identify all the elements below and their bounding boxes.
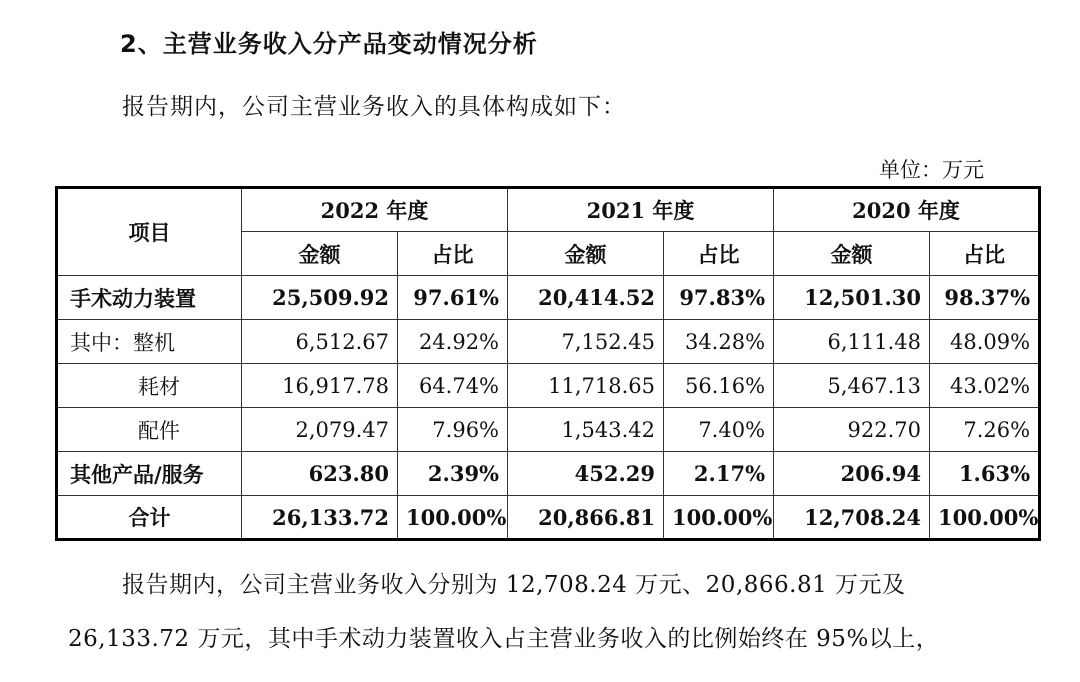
share-cell: 2.39% [398, 452, 508, 496]
amount-cell: 20,414.52 [508, 276, 664, 320]
share-cell: 64.74% [398, 364, 508, 408]
table-header-row-years [57, 188, 1040, 232]
row-label: 合计 [57, 496, 242, 540]
amount-cell: 623.80 [242, 452, 398, 496]
table-body [57, 276, 1040, 540]
amount-cell: 25,509.92 [242, 276, 398, 320]
share-cell: 1.63% [930, 452, 1040, 496]
amount-cell: 6,111.48 [774, 320, 930, 364]
share-cell: 100.00% [930, 496, 1040, 540]
amount-header: 金额 [242, 232, 398, 276]
share-cell: 48.09% [930, 320, 1040, 364]
share-cell: 97.61% [398, 276, 508, 320]
amount-cell: 1,543.42 [508, 408, 664, 452]
share-cell: 7.40% [664, 408, 774, 452]
paragraph-line-2: 26,133.72 万元，其中手术动力装置收入占主营业务收入的比例始终在 95%以上， [68, 626, 940, 652]
amount-header: 金额 [508, 232, 664, 276]
share-cell: 7.26% [930, 408, 1040, 452]
year-header-2022: 2022 年度 [242, 188, 508, 232]
share-cell: 100.00% [664, 496, 774, 540]
share-cell: 56.16% [664, 364, 774, 408]
row-label: 其中：整机 [57, 320, 242, 364]
amount-header: 金额 [774, 232, 930, 276]
paragraph-line-1: 报告期内，公司主营业务收入分别为 12,708.24 万元、20,866.81 万元及 [122, 572, 906, 598]
amount-cell: 922.70 [774, 408, 930, 452]
row-label: 手术动力装置 [57, 276, 242, 320]
amount-cell: 11,718.65 [508, 364, 664, 408]
amount-cell: 7,152.45 [508, 320, 664, 364]
amount-cell: 12,501.30 [774, 276, 930, 320]
share-cell: 97.83% [664, 276, 774, 320]
table-row [57, 452, 1040, 496]
share-cell: 2.17% [664, 452, 774, 496]
share-header: 占比 [664, 232, 774, 276]
revenue-table [55, 186, 1041, 541]
table-row [57, 364, 1040, 408]
intro-text: 报告期内，公司主营业务收入的具体构成如下： [122, 94, 626, 120]
share-cell: 7.96% [398, 408, 508, 452]
amount-cell: 2,079.47 [242, 408, 398, 452]
amount-cell: 26,133.72 [242, 496, 398, 540]
amount-cell: 6,512.67 [242, 320, 398, 364]
unit-label: 单位：万元 [879, 158, 984, 182]
share-cell: 34.28% [664, 320, 774, 364]
table-row [57, 276, 1040, 320]
section-heading: 2、主营业务收入分产品变动情况分析 [120, 30, 538, 58]
row-label: 其他产品/服务 [57, 452, 242, 496]
share-header: 占比 [930, 232, 1040, 276]
year-header-2020: 2020 年度 [774, 188, 1040, 232]
row-label: 配件 [57, 408, 242, 452]
item-header: 项目 [57, 188, 242, 276]
year-header-2021: 2021 年度 [508, 188, 774, 232]
table-row [57, 320, 1040, 364]
amount-cell: 5,467.13 [774, 364, 930, 408]
share-cell: 24.92% [398, 320, 508, 364]
share-header: 占比 [398, 232, 508, 276]
share-cell: 100.00% [398, 496, 508, 540]
table-row [57, 496, 1040, 540]
amount-cell: 16,917.78 [242, 364, 398, 408]
share-cell: 43.02% [930, 364, 1040, 408]
amount-cell: 452.29 [508, 452, 664, 496]
share-cell: 98.37% [930, 276, 1040, 320]
amount-cell: 20,866.81 [508, 496, 664, 540]
row-label: 耗材 [57, 364, 242, 408]
amount-cell: 12,708.24 [774, 496, 930, 540]
amount-cell: 206.94 [774, 452, 930, 496]
table-row [57, 408, 1040, 452]
